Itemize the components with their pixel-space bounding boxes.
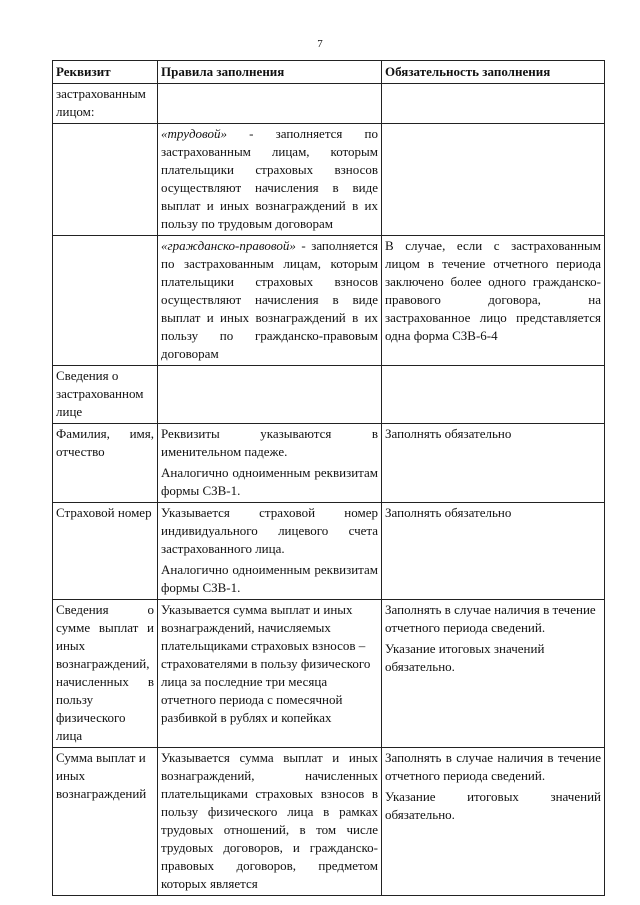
page-number: 7 — [317, 38, 323, 50]
rules-text: Аналогично одноименным реквизитам формы СЗВ-1. — [161, 465, 378, 498]
obligation-text: Указание итоговых значений обязательно. — [385, 789, 601, 822]
obligation-cell — [382, 124, 605, 236]
obligation-cell — [382, 600, 605, 748]
table-row — [53, 600, 605, 748]
table-row — [53, 424, 605, 503]
rules-text: Указывается сумма выплат и иных вознаграждений, начисляемых плательщиками страховых взносов – страхователями в пользу физического лица за последние три месяца отчетного периода с помесячной разбивкой в рублях и копейках — [161, 602, 371, 725]
table-row — [53, 236, 605, 366]
term-italic: «гражданско-правовой» — [161, 238, 296, 253]
header-filling-rules: Правила заполнения — [158, 61, 382, 84]
requisite-cell: Сведения о застрахованном лице — [53, 366, 158, 424]
requisite-cell: Сумма выплат и иных вознаграждений — [53, 748, 158, 896]
rules-text: Аналогично одноименным реквизитам формы СЗВ-1. — [161, 562, 378, 595]
obligation-cell — [382, 424, 605, 503]
obligation-cell — [382, 84, 605, 124]
term-description: - заполняется по застрахованным лицам, которым плательщики страховых взносов осуществляют начисления в виде выплат и иных вознаграждений в их пользу по трудовым договорам — [161, 126, 378, 231]
obligation-text: Заполнять в случае наличия в течение отчетного периода сведений. — [385, 750, 601, 783]
table-row — [53, 84, 605, 124]
requisites-table — [52, 60, 605, 896]
term-italic: «трудовой» — [161, 126, 227, 141]
header-requisite: Реквизит — [53, 61, 158, 84]
obligation-cell — [382, 503, 605, 600]
requisite-cell — [53, 236, 158, 366]
obligation-text: Указание итоговых значений обязательно. — [385, 641, 545, 674]
term-description: - заполняется по застрахованным лицам, которым плательщики страховых взносов осуществляют начисления в виде выплат и иных вознаграждений в их пользу по гражданско-правовым договорам — [161, 238, 378, 361]
rules-cell — [158, 600, 382, 748]
obligation-text: Заполнять обязательно — [385, 426, 512, 441]
rules-text — [161, 237, 378, 363]
rules-text: Реквизиты указываются в именительном падеже. — [161, 426, 378, 459]
rules-cell — [158, 236, 382, 366]
obligation-text: Заполнять в случае наличия в течение отчетного периода сведений. — [385, 602, 596, 635]
requisite-cell: застрахованным лицом: — [53, 84, 158, 124]
table-header-row — [53, 61, 605, 84]
rules-cell — [158, 424, 382, 503]
rules-cell — [158, 366, 382, 424]
obligation-cell — [382, 748, 605, 896]
rules-cell — [158, 84, 382, 124]
requisite-cell: Страховой номер — [53, 503, 158, 600]
table-row — [53, 503, 605, 600]
table-row — [53, 366, 605, 424]
table-row — [53, 124, 605, 236]
rules-text: Указывается сумма выплат и иных вознаграждений, начисленных плательщиками страховых взносов в пользу физического лица в рамках трудовых отношений, в том числе трудовых договоров, и гражданско-правовых договоров, предметом которых является — [161, 750, 378, 891]
requisite-cell: Фамилия, имя, отчество — [53, 424, 158, 503]
rules-text — [161, 125, 378, 233]
obligation-cell — [382, 236, 605, 366]
requisite-cell: Сведения о сумме выплат и иных вознаграждений, начисленных в пользу физического лица — [53, 600, 158, 748]
table-row — [53, 748, 605, 896]
header-filling-obligation: Обязательность заполнения — [382, 61, 605, 84]
rules-text: Указывается страховой номер индивидуального лицевого счета застрахованного лица. — [161, 505, 378, 556]
rules-cell — [158, 124, 382, 236]
obligation-text: Заполнять обязательно — [385, 505, 512, 520]
obligation-cell — [382, 366, 605, 424]
requisite-cell — [53, 124, 158, 236]
rules-cell — [158, 748, 382, 896]
obligation-text: В случае, если с застрахованным лицом в течение отчетного периода заключено более одного гражданско-правового договора, на застрахованное лицо представляется одна форма СЗВ-6-4 — [385, 238, 601, 343]
rules-cell — [158, 503, 382, 600]
